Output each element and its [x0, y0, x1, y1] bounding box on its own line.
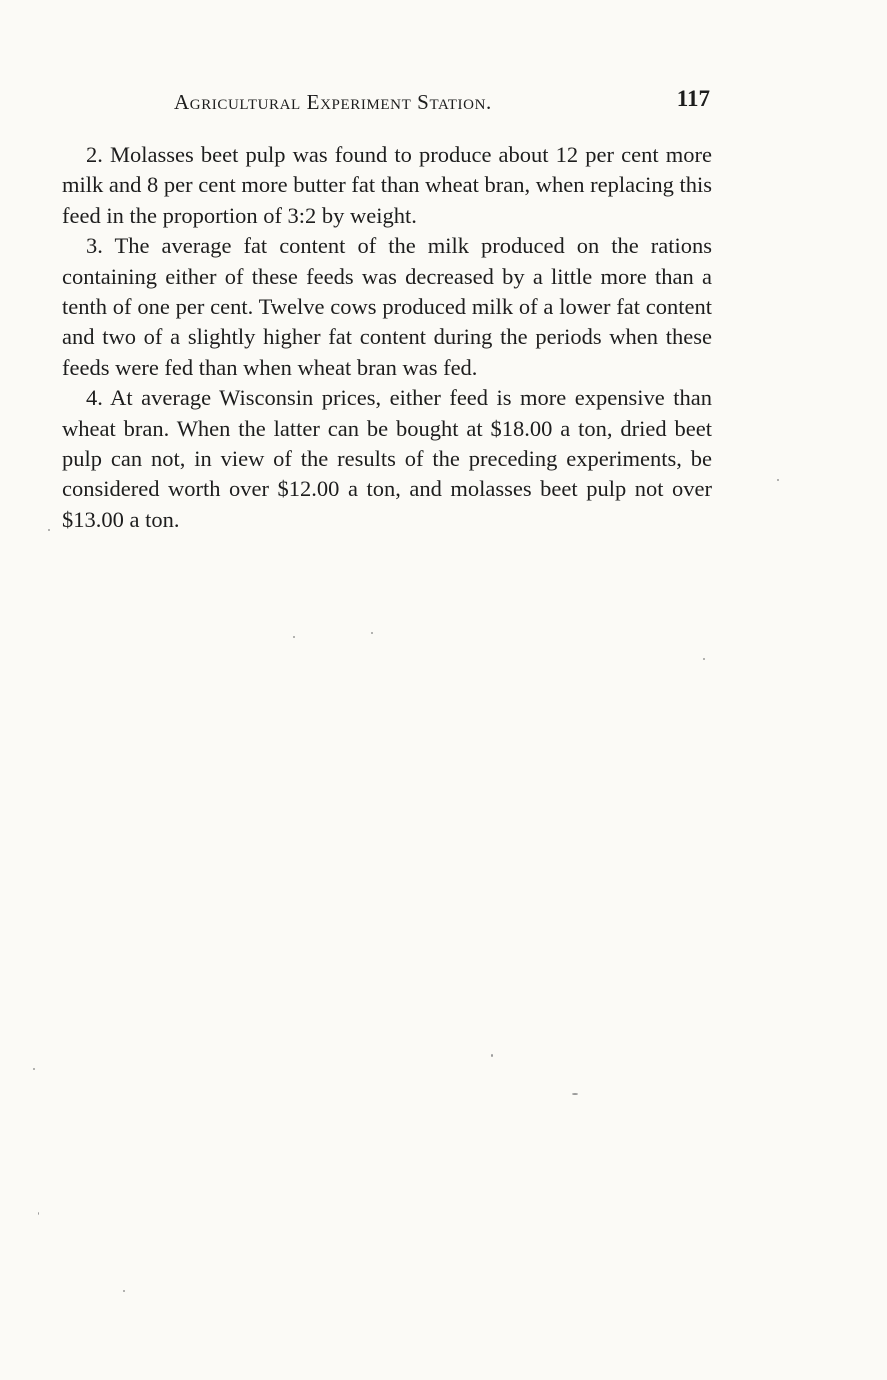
scan-speck — [33, 1068, 35, 1070]
running-head: Agricultural Experiment Station. — [174, 90, 492, 114]
scan-speck — [38, 1212, 39, 1215]
scan-speck — [777, 479, 779, 481]
scan-speck — [703, 658, 705, 660]
page-header — [62, 86, 712, 118]
paragraph-4: 4. At average Wisconsin prices, either feed is more expensive than wheat bran. When the latter can be bought at $18.00 a ton, dried beet pulp can not, in view of the results of the preceding experiments, be considered worth over $12.00 a ton, and molasses beet pulp not over $13.00 a ton. — [62, 385, 712, 532]
scan-speck — [48, 529, 50, 531]
scan-speck — [572, 1093, 578, 1095]
body-text — [62, 140, 712, 535]
scan-speck — [491, 1054, 493, 1057]
scan-speck — [293, 636, 295, 638]
scan-speck — [371, 632, 373, 634]
scan-speck — [123, 1290, 125, 1292]
paragraph-3: 3. The average fat content of the milk produced on the rations containing either of these feeds was decreased by a little more than a tenth of one per cent. Twelve cows produced milk of a lower fat content and two of a slightly higher fat content during the periods when these feeds were fed than when wheat bran was fed. — [62, 233, 712, 380]
paragraph-2: 2. Molasses beet pulp was found to produce about 12 per cent more milk and 8 per cent more butter fat than wheat bran, when replacing this feed in the proportion of 3:2 by weight. — [62, 142, 712, 228]
page-number: 117 — [676, 86, 710, 111]
